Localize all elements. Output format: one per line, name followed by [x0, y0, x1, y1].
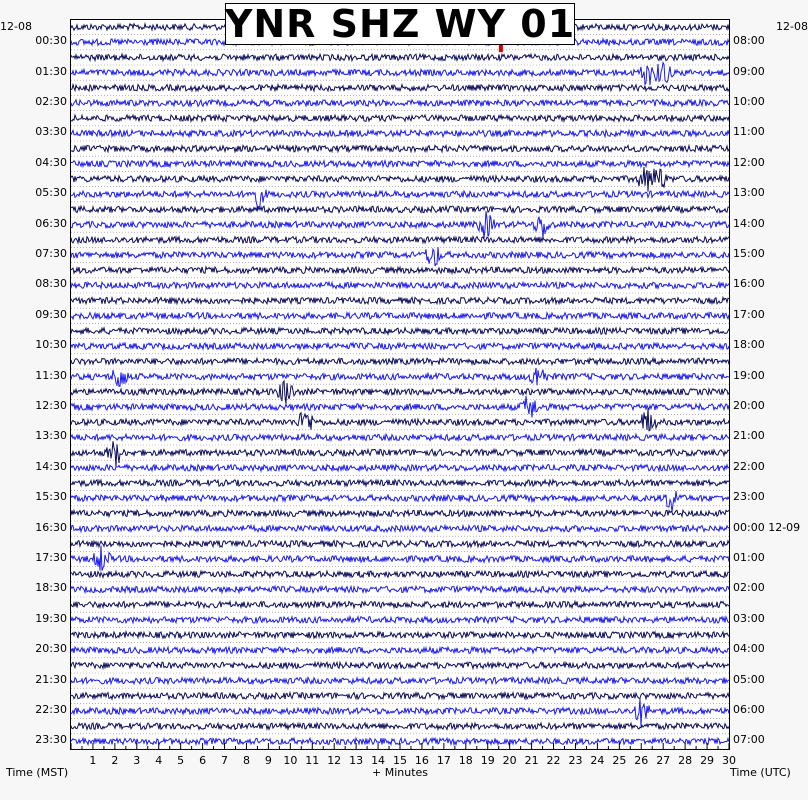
right-date-rollover-label: 12-09 [764, 520, 801, 534]
title-box [225, 3, 575, 45]
trace-row-24 [71, 381, 729, 404]
trace-row-20 [71, 328, 729, 334]
left-time-label: 07:30 [35, 247, 67, 260]
trace-row-23 [71, 368, 729, 386]
left-axis-caption: Time (MST) [6, 766, 69, 779]
x-tick-label: 29 [700, 754, 715, 767]
left-time-label: 21:30 [35, 672, 67, 686]
x-tick-label: 6 [199, 754, 207, 767]
x-tick-label: 4 [155, 754, 163, 767]
right-time-label: 19:00 [733, 368, 765, 382]
left-time-label: 20:30 [35, 642, 67, 656]
right-time-label: 10:00 [733, 95, 765, 108]
trace-row-40 [71, 632, 729, 638]
right-date-label: 12-08 [776, 20, 808, 33]
trace-row-33 [71, 525, 729, 531]
trace-row-5 [71, 100, 729, 106]
right-time-label: 04:00 [733, 642, 765, 656]
trace-row-6 [71, 115, 729, 121]
trace-row-22 [71, 358, 729, 364]
x-tick-label: 3 [133, 754, 141, 767]
trace-row-18 [71, 297, 729, 303]
right-time-label: 07:00 [733, 733, 765, 747]
left-time-label: 08:30 [35, 277, 67, 291]
trace-row-27 [71, 434, 729, 440]
trace-row-10 [71, 167, 729, 192]
trace-row-31 [71, 491, 729, 512]
x-tick-label: 15 [393, 754, 407, 767]
x-tick-label: 10 [283, 754, 298, 767]
trace-row-12 [71, 206, 729, 212]
x-tick-label: 25 [612, 754, 627, 767]
trace-row-9 [71, 161, 729, 167]
left-time-label: 22:30 [35, 703, 67, 716]
left-date-label: 12-08 [0, 20, 32, 33]
right-time-label: 23:00 [733, 490, 765, 504]
right-time-label: 03:00 [733, 611, 765, 625]
x-tick-label: 17 [436, 754, 451, 767]
trace-row-29 [71, 465, 729, 471]
trace-row-38 [71, 601, 729, 607]
trace-row-15 [71, 247, 729, 266]
left-time-label: 04:30 [35, 155, 67, 169]
left-time-label: 18:30 [35, 581, 67, 595]
left-time-label: 15:30 [35, 490, 67, 504]
x-tick-label: 27 [656, 754, 671, 767]
right-time-label: 20:00 [733, 399, 765, 412]
x-tick-label: 8 [242, 754, 250, 767]
trace-row-46 [71, 723, 729, 729]
trace-row-30 [71, 480, 729, 486]
x-tick-label: 14 [371, 754, 386, 767]
x-tick-label: 22 [546, 754, 561, 767]
left-time-label: 10:30 [35, 338, 67, 352]
x-tick-label: 18 [458, 754, 473, 767]
right-axis-caption: Time (UTC) [730, 766, 791, 779]
left-time-label: 12:30 [35, 399, 67, 412]
left-time-label: 19:30 [35, 611, 67, 625]
right-time-label: 08:00 [733, 34, 765, 48]
right-time-label: 01:00 [733, 551, 765, 564]
right-time-label: 22:00 [733, 459, 765, 473]
x-tick-label: 28 [678, 754, 693, 767]
x-tick-label: 2 [111, 754, 119, 767]
trace-row-8 [71, 145, 729, 151]
left-time-label: 06:30 [35, 216, 67, 230]
trace-row-41 [71, 647, 729, 653]
x-tick-label: 23 [568, 754, 583, 767]
left-time-label: 02:30 [35, 95, 67, 108]
right-time-label: 18:00 [733, 338, 765, 352]
x-tick-label: 21 [524, 754, 539, 767]
right-time-label: 00:00 12-09 [733, 520, 801, 534]
trace-row-44 [71, 693, 729, 699]
right-time-label: 05:00 [733, 672, 765, 686]
trace-row-2 [71, 54, 729, 60]
right-time-label: 11:00 [733, 125, 765, 139]
trace-row-21 [71, 343, 729, 349]
trace-row-43 [71, 677, 729, 683]
trace-row-17 [71, 282, 729, 288]
trace-row-11 [71, 190, 729, 210]
left-time-label: 16:30 [35, 520, 67, 534]
left-time-label: 05:30 [35, 186, 67, 200]
trace-row-3 [71, 63, 729, 85]
left-time-label: 11:30 [35, 368, 67, 382]
left-time-label: 13:30 [35, 429, 67, 443]
trace-row-42 [71, 662, 729, 668]
trace-row-14 [71, 237, 729, 243]
x-tick-label: 5 [177, 754, 185, 767]
trace-row-19 [71, 313, 729, 319]
x-tick-label: 1 [89, 754, 97, 767]
trace-row-34 [71, 541, 729, 547]
trace-row-26 [71, 408, 729, 431]
trace-row-36 [71, 571, 729, 577]
trace-row-35 [71, 546, 729, 571]
x-tick-label: 24 [590, 754, 605, 767]
trace-row-7 [71, 130, 729, 136]
trace-row-32 [71, 510, 729, 516]
x-tick-label: 19 [480, 754, 495, 767]
trace-row-25 [71, 396, 729, 418]
left-time-label: 01:30 [35, 64, 67, 78]
x-tick-label: 9 [264, 754, 272, 767]
trace-row-37 [71, 586, 729, 592]
left-time-label: 17:30 [35, 551, 67, 564]
right-time-label: 17:00 [733, 307, 765, 321]
trace-row-28 [71, 441, 729, 467]
right-time-label: 15:00 [733, 247, 765, 260]
right-time-label: 14:00 [733, 216, 765, 230]
x-tick-label: 20 [502, 754, 517, 767]
left-time-label: 09:30 [35, 307, 67, 321]
x-tick-label: 26 [634, 754, 649, 767]
x-tick-label: 11 [305, 754, 320, 767]
x-tick-label: 16 [414, 754, 429, 767]
trace-row-13 [71, 211, 729, 238]
left-time-label: 03:30 [35, 125, 67, 139]
right-time-label: 12:00 [733, 155, 765, 169]
trace-row-45 [71, 698, 729, 726]
x-tick-label: 7 [221, 754, 229, 767]
right-time-label: 06:00 [733, 703, 765, 716]
right-time-label: 09:00 [733, 64, 765, 78]
bottom-axis-caption: + Minutes [372, 766, 429, 779]
x-tick-label: 30 [722, 754, 736, 767]
trace-row-39 [71, 617, 729, 623]
x-tick-label: 12 [327, 754, 342, 767]
right-time-label: 21:00 [733, 429, 765, 443]
left-time-label: 23:30 [35, 733, 67, 747]
trace-row-16 [71, 267, 729, 273]
left-time-label: 00:30 [35, 34, 67, 48]
x-tick-label: 13 [349, 754, 364, 767]
left-time-label: 14:30 [35, 459, 67, 473]
station-title: YNR SHZ WY 01 [224, 2, 576, 46]
trace-row-4 [71, 85, 729, 91]
right-time-label: 16:00 [733, 277, 765, 291]
right-time-label: 13:00 [733, 186, 765, 200]
right-time-label: 02:00 [733, 581, 765, 595]
